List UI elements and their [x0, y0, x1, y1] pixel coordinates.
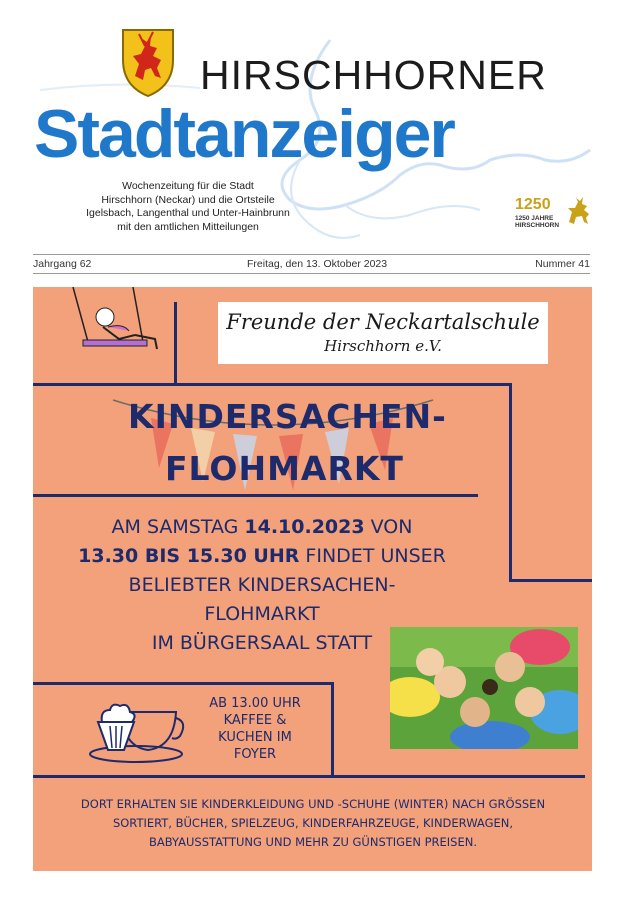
organizer-line-1: Freunde der Neckartalschule [226, 310, 540, 334]
issue-number: Nummer 41 [535, 258, 590, 270]
body-line: AM SAMSTAG 14.10.2023 VON [111, 516, 413, 538]
masthead-brand-main: Stadtanzeiger [34, 96, 454, 172]
poster-line [331, 682, 334, 777]
details-line: SORTIERT, BÜCHER, SPIELZEUG, KINDERFAHRZEUGE, KINDERWAGEN, [112, 816, 514, 830]
coffee-cup-cake-icon [88, 692, 188, 764]
poster-title-line-2: FLOHMARKT [165, 449, 404, 488]
issue-date: Freitag, den 13. Oktober 2023 [247, 258, 388, 270]
coffee-line: KUCHEN IM [218, 730, 292, 745]
subtitle-line: Hirschhorn (Neckar) und die Ortsteile [101, 193, 275, 206]
masthead-brand-top: HIRSCHHORNER [200, 52, 547, 98]
child-on-swing-icon [63, 287, 163, 367]
subtitle-line: Wochenzeitung für die Stadt [122, 180, 254, 192]
details-line: DORT ERHALTEN SIE KINDERKLEIDUNG UND -SCHUHE (WINTER) NACH GRÖSSEN [80, 797, 546, 811]
jubilee-line-1: 1250 JAHRE [515, 215, 554, 222]
poster-line [509, 383, 512, 581]
poster-line [33, 682, 333, 685]
subtitle-line: Igelsbach, Langenthal und Unter-Hainbrunn [86, 207, 290, 219]
poster-title-line-1: KINDERSACHEN- [128, 397, 447, 436]
jubilee-logo [515, 196, 595, 232]
deer-crest-icon [117, 26, 179, 98]
masthead-subtitle [48, 180, 328, 234]
body-line: FLOHMARKT [204, 603, 320, 625]
divider-top [33, 254, 590, 255]
details-line: BABYAUSSTATTUNG UND MEHR ZU GÜNSTIGEN PREISEN. [148, 835, 478, 849]
poster-line [174, 302, 177, 384]
coffee-line: FOYER [233, 747, 277, 762]
jubilee-line-2: HIRSCHHORN [515, 222, 560, 229]
deer-icon [563, 196, 593, 226]
poster-line [33, 775, 585, 778]
coffee-line: AB 13.00 UHR [209, 696, 301, 711]
body-line: 13.30 BIS 15.30 UHR FINDET UNSER [78, 545, 446, 567]
jubilee-number: 1250 [515, 196, 551, 213]
body-line: IM BÜRGERSAAL STATT [151, 632, 373, 654]
organizer-line-2: Hirschhorn e.V. [324, 337, 442, 355]
children-in-circle-photo [390, 627, 578, 749]
divider-bottom [33, 273, 590, 274]
poster-details [43, 795, 583, 852]
poster-line [33, 383, 511, 386]
coffee-line: KAFFEE & [223, 713, 287, 728]
body-line: BELIEBTER KINDERSACHEN- [128, 574, 396, 596]
poster-line [509, 579, 592, 582]
coffee-notice [195, 695, 315, 763]
flea-market-poster [33, 287, 592, 871]
issue-volume: Jahrgang 62 [33, 258, 92, 270]
organizer-sign [218, 302, 548, 364]
subtitle-line: mit den amtlichen Mitteilungen [117, 220, 259, 233]
